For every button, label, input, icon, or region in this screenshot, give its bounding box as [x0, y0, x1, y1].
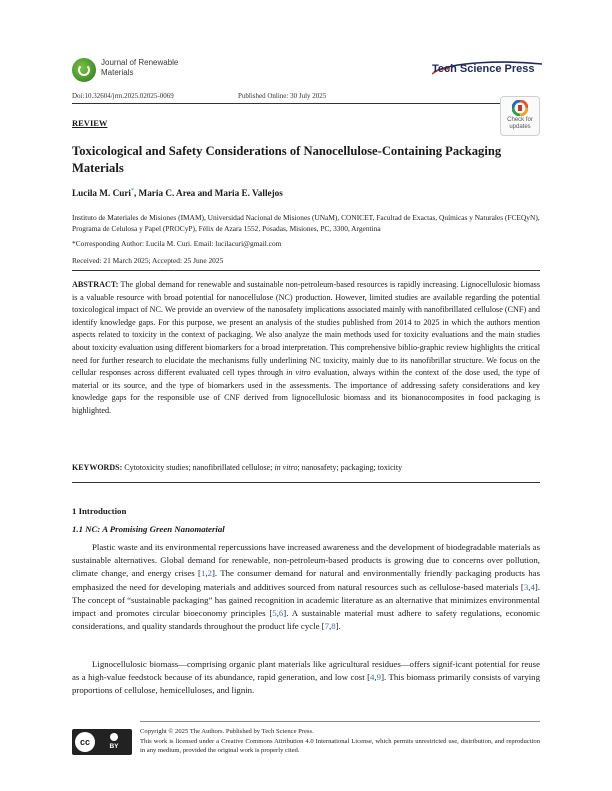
p2-text-b: ]. This biomass primarily consists of varying proportions of cellulose, hemicelluloses, and lignin.	[72, 672, 540, 696]
header-divider	[72, 103, 540, 104]
citation-link[interactable]: 7	[324, 621, 330, 632]
abstract-text-2: evaluation, always within the context of the dose used, the type of material or its source, and the type of biomarkers used in the assessments. The importance of addressing safety considerations and key knowledge gaps for the responsible use of CNF derived from lignocellulosic biomass and its bionanocomposites in food packaging is highlighted.	[72, 368, 540, 415]
article-title: Toxicological and Safety Considerations of Nanocellulose-Containing Packaging Materials	[72, 144, 502, 175]
subsection-heading: 1.1 NC: A Promising Green Nanomaterial	[72, 524, 225, 534]
journal-name	[101, 58, 211, 78]
check-label-line1: Check for	[507, 117, 533, 123]
journal-name-line1: Journal of Renewable	[101, 58, 179, 67]
author-list	[72, 188, 283, 198]
abstract	[72, 279, 540, 418]
abstract-label: ABSTRACT:	[72, 280, 119, 289]
citation-link[interactable]: 6	[278, 608, 284, 619]
abstract-italic: in vitro	[286, 368, 311, 378]
article-type: REVIEW	[72, 118, 108, 128]
journal-name-line2: Materials	[101, 68, 134, 77]
by-label: BY	[109, 743, 119, 750]
p1-text-e: ].	[335, 621, 341, 632]
cc-by-license-badge[interactable]	[72, 729, 132, 755]
footer-divider	[140, 721, 540, 722]
check-for-updates-icon	[512, 100, 528, 116]
corresponding-author: *Corresponding Author: Lucila M. Curi. Email: lucilacuri@gmail.com	[72, 239, 282, 248]
by-icon	[99, 732, 129, 752]
abstract-text-1: The global demand for renewable and sustainable non-petroleum-based resources is rapidly increasing. Lignocellulosic biomass is a valuable resource with broad potential for nanocellulose (NC) production. However, limited studies are available regarding the potential toxicological impact of NC. We provide an overview of the nanosafety implications associated mainly with nanofibrillated cellulose (CNF) and identify knowledge gaps. For this purpose, we present an analysis of the studies published from 2014 to 2025 in which the authors mention aspects related to toxicity in the context of packaging. We also analyze the main methods used for toxicity evaluations and the main studies about toxicity evaluation using different biomarkers for a broad interpretation. This comprehensive biblio-graphic review highlights the critical need for further research to elucidate the mechanisms fully underlining NC toxicity, mainly due to its nanofibrillar structure. We focus on the cellular responses across different evaluated cell types through	[72, 280, 540, 378]
author-1[interactable]: Lucila M. Curi	[72, 188, 131, 199]
license-notice: This work is licensed under a Creative Commons Attribution 4.0 International License, which permits unrestricted use, distribution, and reproduction in any medium, provided the original work is properly cited.	[140, 738, 540, 754]
p1-text-a: Plastic waste and its environmental repercussions have increased awareness and the development of biodegradable materials as sustainable alternatives. Global demand for renewable, non-petroleum-based products is growing due to concerns over pollution, climate change, and energy crises [	[72, 542, 540, 579]
publisher-name: Tech Science Press	[432, 63, 535, 75]
paragraph-2: Lignocellulosic biomass—comprising organic plant materials like agricultural residues—offers signif-icant potential for reuse as a high-value feedstock because of its abundance, rapid generation, and low cost [4,9]. This biomass primarily consists of varying proportions of cellulose, hemicelluloses, and lignin.	[72, 659, 540, 696]
check-label-line2: updates	[509, 124, 531, 130]
citation-link[interactable]: 4	[370, 672, 375, 683]
received-accepted-dates: Received: 21 March 2025; Accepted: 25 June 2025	[72, 256, 224, 265]
p1-text-c: ]. The concept of “sustainable packaging” has gained recognition in academic literature as an alternative that minimizes environmental impact and promotes circular bioeconomy principles [	[72, 581, 540, 619]
journal-logo-icon	[72, 58, 96, 82]
paragraph-1: Plastic waste and its environmental repercussions have increased awareness and the development of biodegradable materials as sustainable alternatives. Global demand for renewable, non-petroleum-based products is growing due to concerns over pollution, climate change, and energy crises [1,2]. The consumer demand for natural and environmentally friendly packaging products has emphasized the need for developing materials and additives sourced from natural resources such as cellulose-based materials [3,4]. The concept of “sustainable packaging” has gained recognition in academic literature as an alternative that minimizes environmental impact and promotes circular bioeconomy principles [5,6]. A sustainable material must adhere to safety regulations, economic considerations, and quality standards throughout the product life cycle [7,8].	[72, 542, 540, 632]
abstract-top-divider	[72, 270, 540, 271]
citation-link[interactable]: 5	[272, 608, 277, 619]
keywords	[72, 462, 540, 473]
copyright-notice: Copyright © 2025 The Authors. Published by Tech Science Press.	[140, 728, 314, 735]
doi[interactable]: Doi:10.32604/jrm.2025.02025-0069	[72, 92, 174, 100]
citation-link[interactable]: 1	[200, 568, 206, 579]
check-for-updates-button[interactable]	[500, 96, 540, 136]
citation-link[interactable]: 8	[331, 621, 336, 632]
p1-text-d: ]. A sustainable material must adhere to safety regulations, economic considerations, and quality standards throughout the product life cycle [	[72, 608, 540, 632]
affiliation: Instituto de Materiales de Misiones (IMAM), Universidad Nacional de Misiones (UNaM), CONICET, Facultad de Exactas, Químicas y Naturales (FCEQyN), Programa de Celulosa y Papel (PROCyP), Félix de Azara 1552, Posadas, Misiones, PC, 3300, Argentina	[72, 213, 540, 233]
person-icon	[110, 733, 118, 741]
published-date: Published Online: 30 July 2025	[238, 92, 327, 100]
citation-link[interactable]: 3	[523, 581, 529, 592]
keywords-text-1: Cytotoxicity studies; nanofibrillated cellulose;	[122, 463, 275, 472]
keywords-bottom-divider	[72, 482, 540, 483]
citation-link[interactable]: 2	[207, 568, 212, 579]
keywords-italic: in vitro	[274, 463, 298, 472]
keywords-label: KEYWORDS:	[72, 463, 123, 472]
citation-link[interactable]: 4	[530, 581, 535, 592]
section-heading: 1 Introduction	[72, 506, 127, 516]
corresponding-mark[interactable]: *	[130, 188, 134, 194]
p1-text-b: ]. The consumer demand for natural and environmentally friendly packaging products has emphasized the need for developing materials and additives sourced from natural resources such as cellulose-based materials [	[72, 568, 540, 592]
cc-icon: cc	[75, 732, 95, 752]
citation-link[interactable]: 9	[376, 672, 382, 683]
keywords-text-2: ; nanosafety; packaging; toxicity	[297, 463, 403, 472]
other-authors: , Maria C. Area and Maria E. Vallejos	[133, 188, 283, 199]
p2-text-a: Lignocellulosic biomass—comprising organic plant materials like agricultural residues—offers signif-icant potential for reuse as a high-value feedstock because of its abundance, rapid generation, and low cost [	[72, 659, 540, 683]
